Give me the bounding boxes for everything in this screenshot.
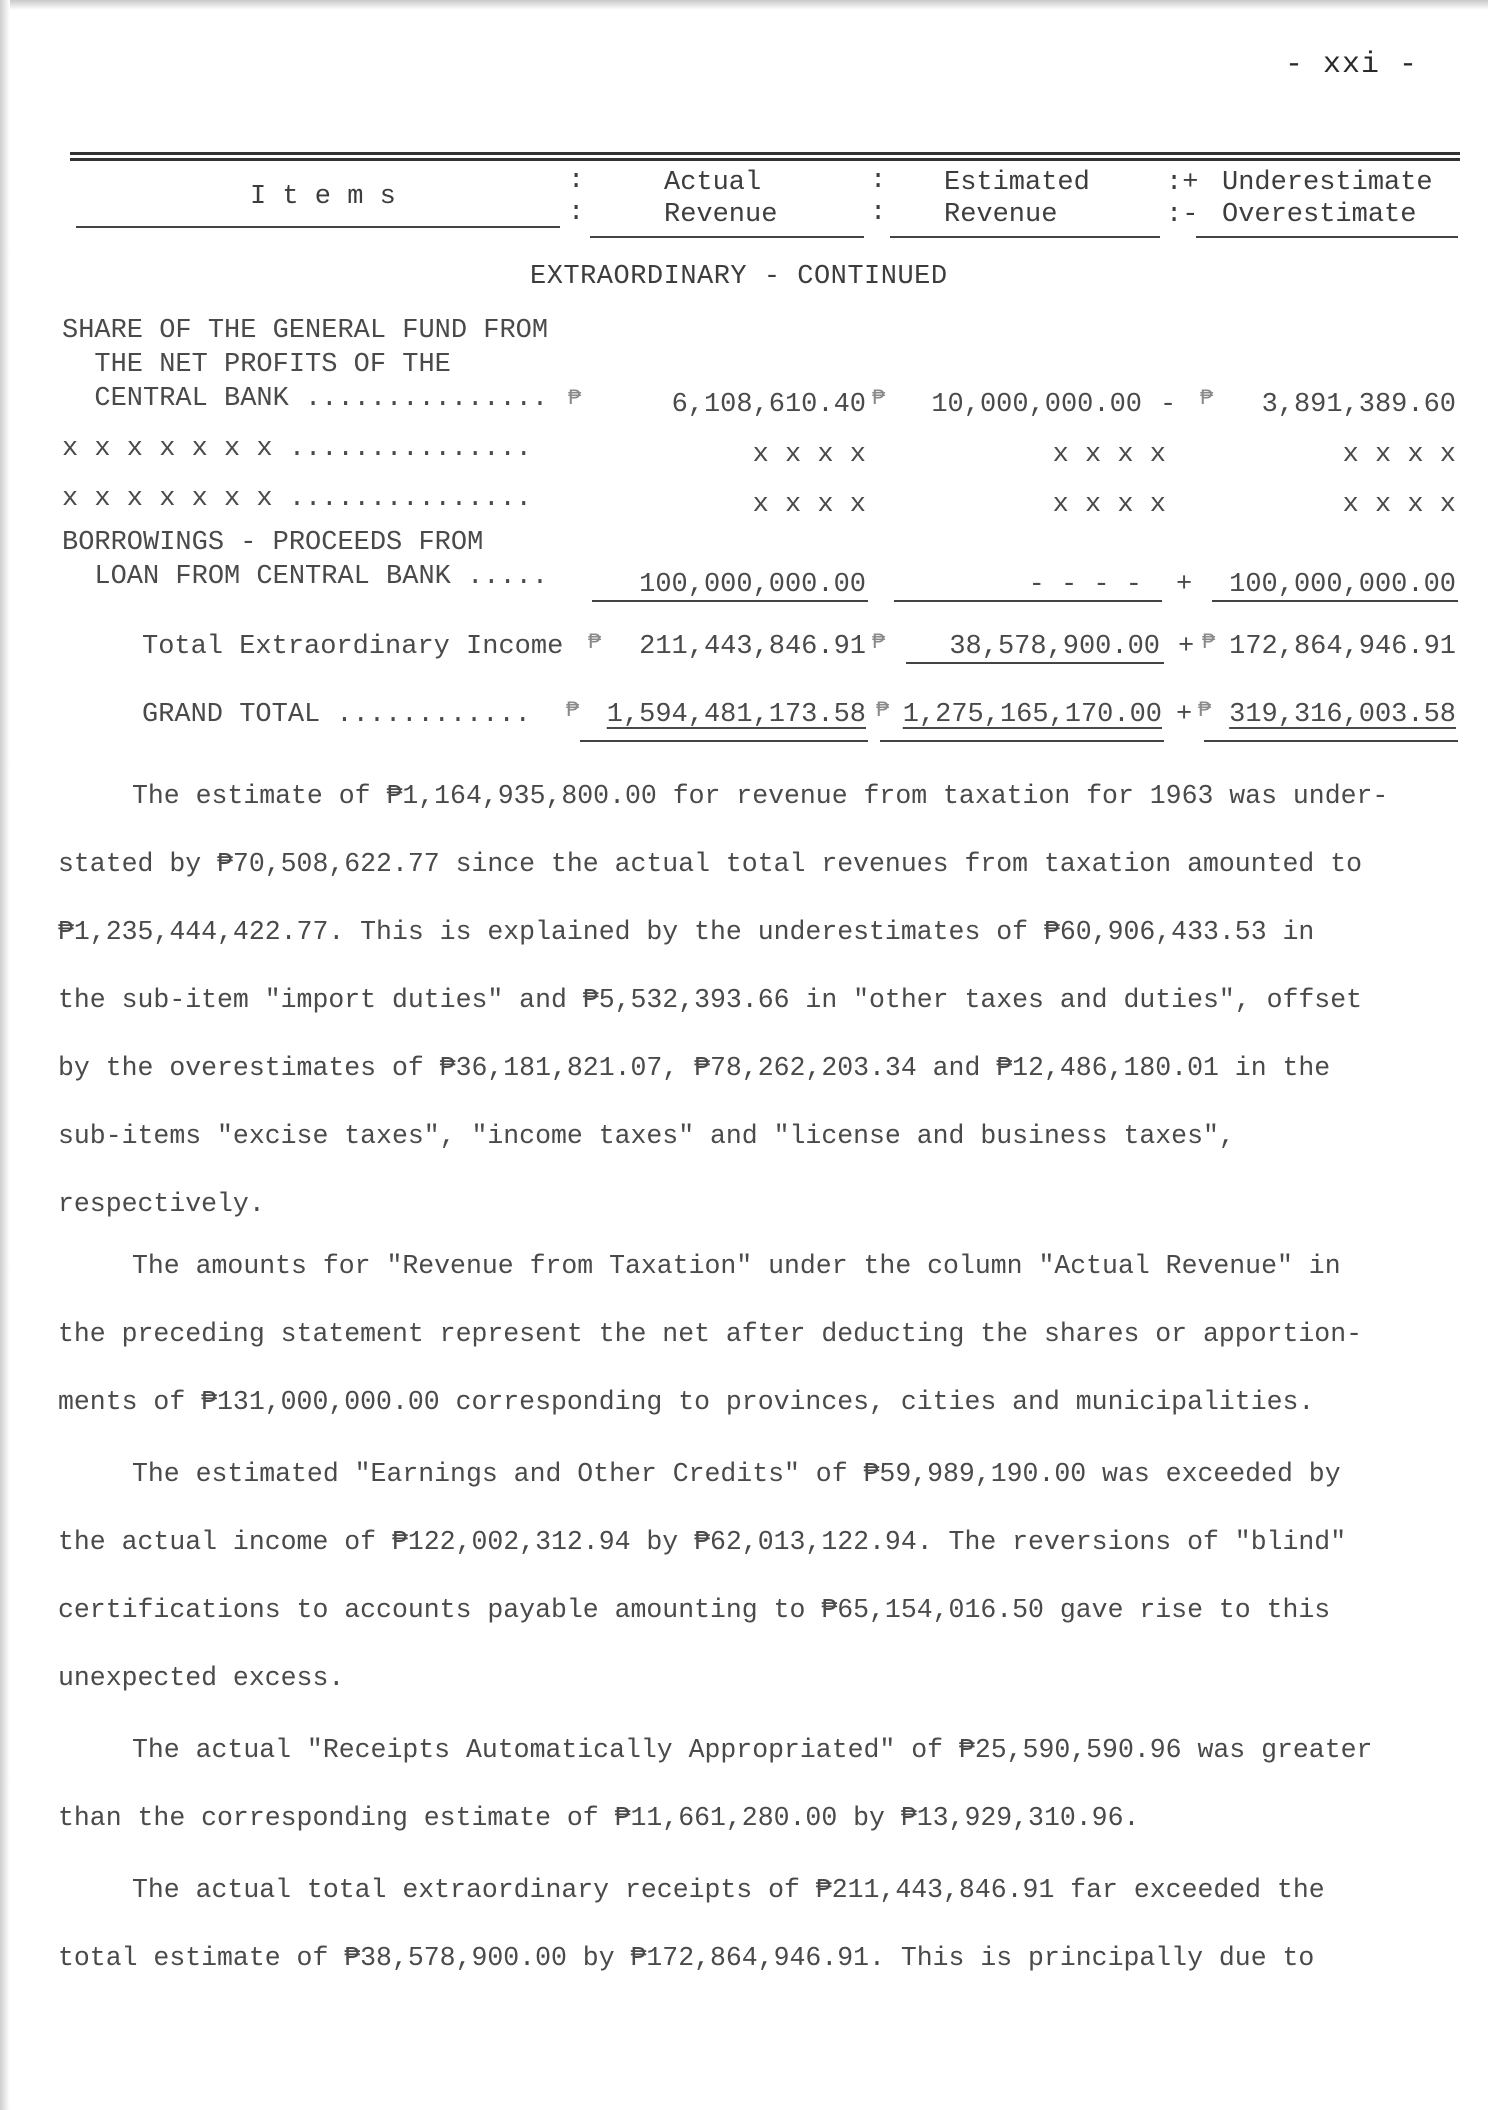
paragraph-line: ments of ₱131,000,000.00 corresponding to provinces, cities and municipalities. (58, 1387, 1315, 1417)
paragraph-line: respectively. (58, 1189, 265, 1219)
page-number: - xxi - (1285, 48, 1419, 82)
row-underline-difference (1212, 600, 1458, 602)
header-underline-items (76, 226, 560, 228)
total-extraordinary-difference: 172,864,946.91 (1229, 632, 1456, 662)
paragraph-line: The estimated "Earnings and Other Credits" of ₱59,989,190.00 was exceeded by (132, 1459, 1341, 1489)
total-extraordinary-sign: + (1178, 632, 1195, 662)
paragraph-earnings (58, 1440, 1428, 1712)
row-actual: x x x x (752, 440, 866, 470)
row-label-line: x x x x x x x ............... (62, 484, 532, 514)
paragraph-line: unexpected excess. (58, 1663, 345, 1693)
row-sign: - (1160, 390, 1177, 420)
row-label-line: LOAN FROM CENTRAL BANK ..... (62, 562, 549, 592)
row-difference: 3,891,389.60 (1261, 390, 1456, 420)
paragraph-taxation (58, 762, 1428, 1238)
row-actual: 6,108,610.40 (671, 390, 866, 420)
grand-total-double-underline (880, 740, 1164, 742)
total-underline-estimated (906, 662, 1164, 664)
header-estimated-revenue: Revenue (944, 200, 1058, 230)
header-overestimate: Overestimate (1222, 200, 1417, 230)
row-difference: x x x x (1342, 440, 1456, 470)
grand-total-difference: 319,316,003.58 (1229, 700, 1456, 730)
header-estimated: Estimated (944, 168, 1090, 198)
row-estimated: - - - - (1028, 570, 1142, 600)
grand-total-sign: + (1176, 700, 1193, 730)
row-sign: + (1176, 570, 1193, 600)
paragraph-extraordinary (58, 1856, 1428, 1992)
header-underline-actual (590, 236, 864, 238)
header-colon: : (568, 166, 585, 196)
paragraph-line: The amounts for "Revenue from Taxation" under the column "Actual Revenue" in (132, 1251, 1341, 1281)
paragraph-receipts (58, 1716, 1428, 1852)
row-estimated: 10,000,000.00 (931, 390, 1142, 420)
header-plus-sign: :+ (1166, 168, 1199, 198)
row-label-line: SHARE OF THE GENERAL FUND FROM (62, 316, 549, 346)
paragraph-line: The actual "Receipts Automatically Appropriated" of ₱25,590,590.96 was greater (132, 1735, 1373, 1765)
table-top-rule (70, 152, 1460, 155)
section-title: EXTRAORDINARY - CONTINUED (530, 262, 948, 292)
paragraph-line: total estimate of ₱38,578,900.00 by ₱172,864,946.91. This is principally due to (58, 1943, 1315, 1973)
peso-sign: ₱ (566, 698, 580, 723)
row-estimated: x x x x (1052, 490, 1166, 520)
header-items: I t e m s (250, 182, 396, 212)
header-colon: : (870, 166, 887, 196)
header-minus-sign: :- (1166, 200, 1199, 230)
row-label-line: BORROWINGS - PROCEEDS FROM (62, 528, 484, 558)
paragraph-line: the sub-item "import duties" and ₱5,532,393.66 in "other taxes and duties", offset (58, 985, 1363, 1015)
total-extraordinary-estimated: 38,578,900.00 (949, 632, 1160, 662)
row-label-line: THE NET PROFITS OF THE (62, 350, 451, 380)
grand-total-double-underline (580, 740, 868, 742)
grand-total-actual: 1,594,481,173.58 (606, 700, 866, 730)
row-label-line: x x x x x x x ............... (62, 434, 532, 464)
total-extraordinary-label: Total Extraordinary Income (142, 632, 564, 662)
paragraph-line: the preceding statement represent the net after deducting the shares or apportion- (58, 1319, 1363, 1349)
row-actual: x x x x (752, 490, 866, 520)
grand-total-estimated: 1,275,165,170.00 (902, 700, 1162, 730)
header-underline-difference (1196, 236, 1458, 238)
total-extraordinary-actual: 211,443,846.91 (639, 632, 866, 662)
peso-sign: ₱ (1198, 698, 1212, 723)
paragraph-line: ₱1,235,444,422.77. This is explained by the underestimates of ₱60,906,433.53 in (58, 917, 1315, 947)
row-difference: 100,000,000.00 (1229, 570, 1456, 600)
table-top-rule-2 (70, 158, 1460, 161)
paragraph-revenue-from-taxation (58, 1232, 1428, 1436)
peso-sign: ₱ (588, 630, 602, 655)
row-label-line: CENTRAL BANK ............... (62, 384, 549, 414)
header-underestimate: Underestimate (1222, 168, 1433, 198)
paragraph-line: the actual income of ₱122,002,312.94 by ₱62,013,122.94. The reversions of "blind" (58, 1527, 1347, 1557)
header-colon: : (568, 198, 585, 228)
peso-sign: ₱ (872, 630, 886, 655)
row-difference: x x x x (1342, 490, 1456, 520)
grand-total-label: GRAND TOTAL ............ (142, 700, 531, 730)
paragraph-line: The actual total extraordinary receipts of ₱211,443,846.91 far exceeded the (132, 1875, 1325, 1905)
row-actual: 100,000,000.00 (639, 570, 866, 600)
scan-left-edge (0, 0, 10, 2110)
header-colon: : (870, 198, 887, 228)
peso-sign: ₱ (1202, 630, 1216, 655)
peso-sign: ₱ (568, 386, 582, 411)
header-actual-revenue: Revenue (664, 200, 778, 230)
row-underline-actual (592, 600, 868, 602)
header-underline-estimated (890, 236, 1160, 238)
paragraph-line: sub-items "excise taxes", "income taxes" and "license and business taxes", (58, 1121, 1235, 1151)
paragraph-line: than the corresponding estimate of ₱11,661,280.00 by ₱13,929,310.96. (58, 1803, 1140, 1833)
peso-sign: ₱ (876, 698, 890, 723)
header-actual: Actual (664, 168, 762, 198)
paragraph-line: certifications to accounts payable amounting to ₱65,154,016.50 gave rise to this (58, 1595, 1331, 1625)
peso-sign: ₱ (872, 386, 886, 411)
row-underline-estimated (894, 600, 1162, 602)
peso-sign: ₱ (1200, 386, 1214, 411)
paragraph-line: by the overestimates of ₱36,181,821.07, ₱78,262,203.34 and ₱12,486,180.01 in the (58, 1053, 1331, 1083)
scan-top-edge (0, 0, 1488, 10)
grand-total-double-underline (1204, 740, 1458, 742)
paragraph-line: The estimate of ₱1,164,935,800.00 for revenue from taxation for 1963 was under- (132, 781, 1389, 811)
paragraph-line: stated by ₱70,508,622.77 since the actual total revenues from taxation amounted to (58, 849, 1363, 879)
row-estimated: x x x x (1052, 440, 1166, 470)
